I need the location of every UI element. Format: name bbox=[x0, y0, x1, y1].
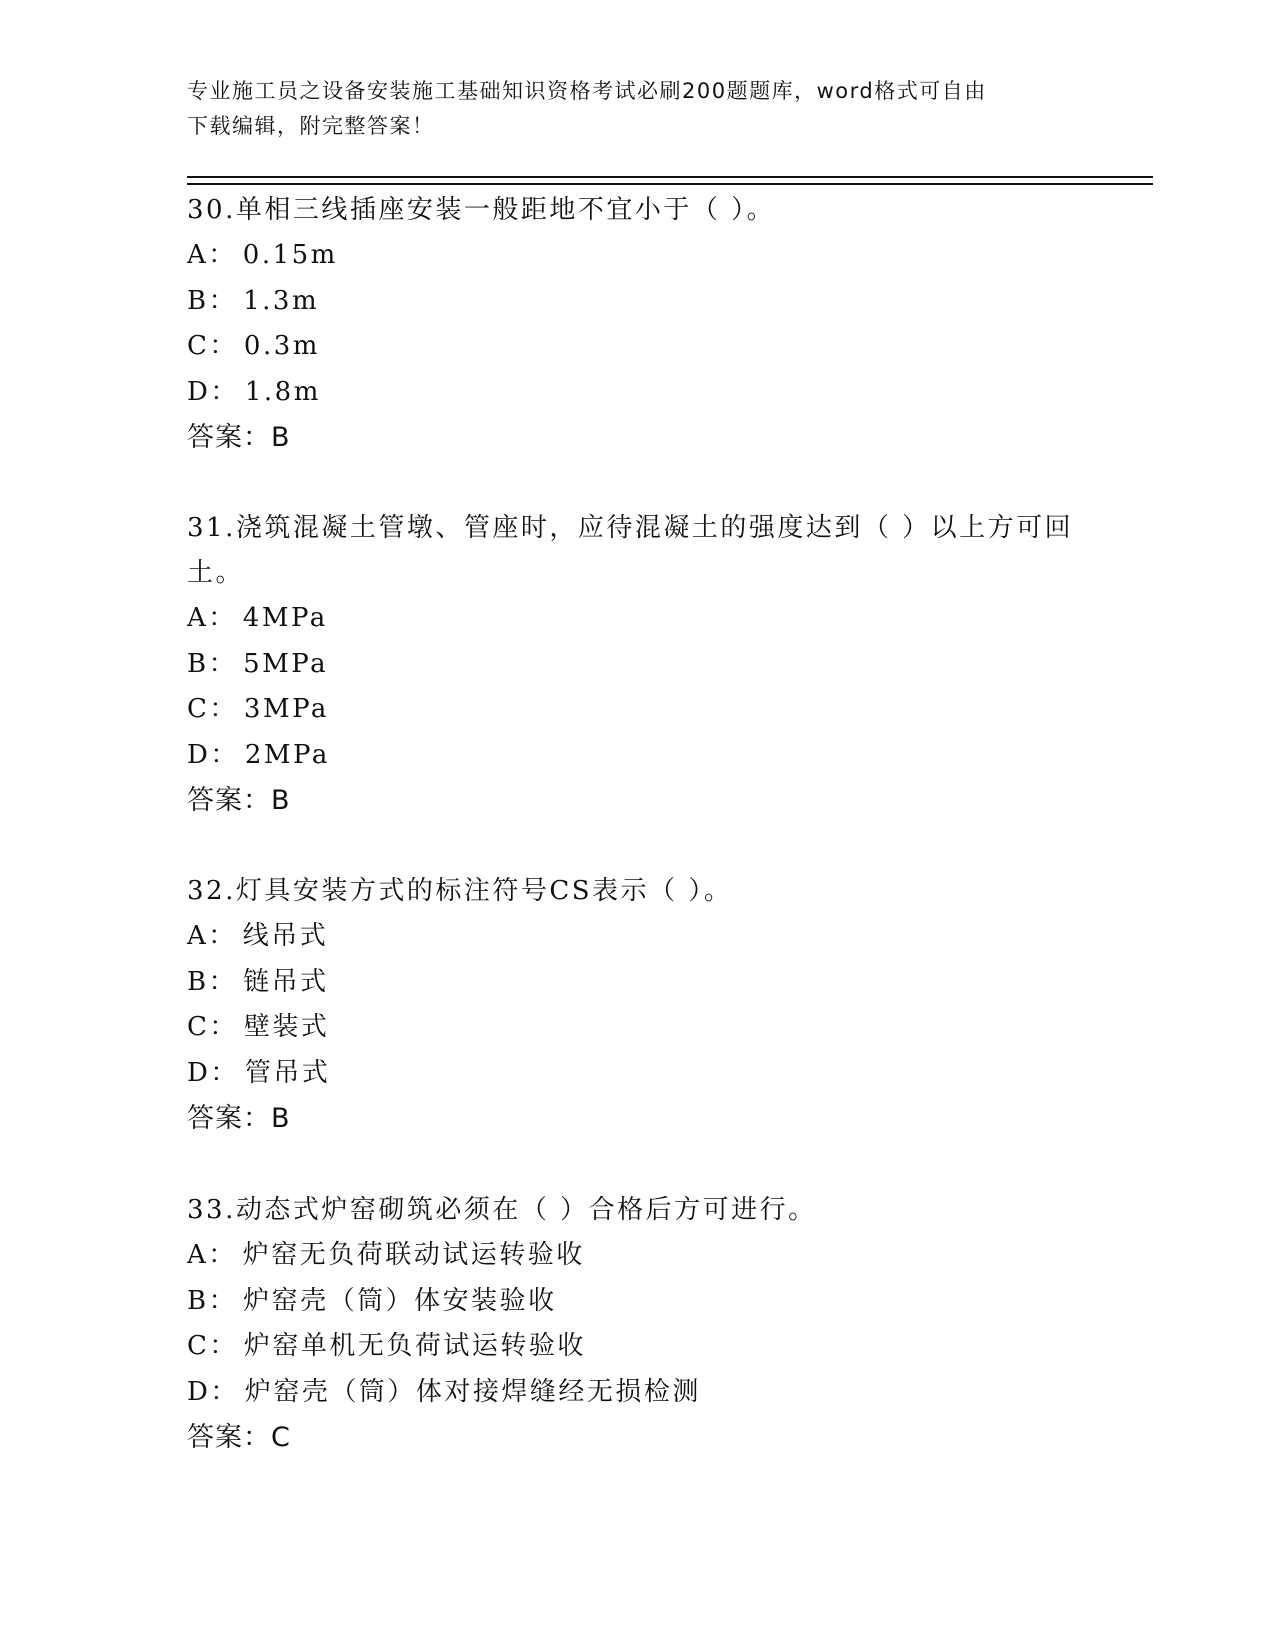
option-text: 1.3m bbox=[243, 285, 320, 316]
option-text: 1.8m bbox=[244, 376, 321, 407]
option-letter: B： bbox=[187, 966, 238, 997]
question-31 bbox=[187, 506, 1087, 824]
option-letter: C： bbox=[187, 1012, 238, 1042]
option-letter: A： bbox=[187, 603, 237, 633]
option-d bbox=[187, 1370, 1087, 1416]
option-letter: C： bbox=[187, 331, 238, 361]
answer-label: 答案：B bbox=[187, 1103, 291, 1134]
question-stem: 30.单相三线插座安装一般距地不宜小于（ ）。 bbox=[187, 195, 776, 225]
option-c bbox=[187, 687, 1087, 733]
option-letter: D： bbox=[187, 1057, 239, 1088]
answer-label: 答案：B bbox=[187, 422, 291, 453]
option-letter: C： bbox=[187, 694, 238, 724]
question-30 bbox=[187, 188, 1087, 461]
option-text: 5MPa bbox=[243, 648, 329, 679]
answer-label: 答案：B bbox=[187, 785, 291, 816]
header-line-2: 下载编辑，附完整答案！ bbox=[187, 114, 435, 138]
question-32 bbox=[187, 869, 1087, 1142]
option-text: 管吊式 bbox=[244, 1057, 331, 1088]
option-letter: B： bbox=[187, 648, 238, 679]
option-text: 0.3m bbox=[243, 331, 320, 361]
header-line-1: 专业施工员之设备安装施工基础知识资格考试必刷200题题库，word格式可自由 bbox=[187, 79, 987, 103]
option-text: 4MPa bbox=[242, 603, 328, 633]
option-text: 0.15m bbox=[242, 240, 338, 270]
option-letter: B： bbox=[187, 285, 238, 316]
option-a bbox=[187, 1233, 1087, 1279]
option-text: 2MPa bbox=[244, 739, 330, 770]
option-letter: A： bbox=[187, 921, 237, 951]
question-stem: 32.灯具安装方式的标注符号CS表示（ ）。 bbox=[187, 876, 733, 906]
option-c bbox=[187, 324, 1087, 370]
option-d bbox=[187, 370, 1087, 416]
header-divider-bottom bbox=[187, 183, 1153, 185]
question-stem: 33.动态式炉窑砌筑必须在（ ）合格后方可进行。 bbox=[187, 1195, 817, 1225]
option-text: 炉窑壳（筒）体安装验收 bbox=[243, 1285, 557, 1316]
document-header bbox=[187, 74, 1087, 144]
option-d bbox=[187, 1051, 1087, 1097]
option-c bbox=[187, 1324, 1087, 1370]
option-text: 炉窑无负荷联动试运转验收 bbox=[242, 1240, 585, 1270]
option-letter: C： bbox=[187, 1331, 238, 1361]
option-letter: A： bbox=[187, 240, 237, 270]
option-b bbox=[187, 642, 1087, 688]
answer-label: 答案：C bbox=[187, 1422, 291, 1453]
option-a bbox=[187, 233, 1087, 279]
option-letter: A： bbox=[187, 1240, 237, 1270]
option-b bbox=[187, 960, 1087, 1006]
option-text: 炉窑壳（筒）体对接焊缝经无损检测 bbox=[244, 1376, 701, 1407]
option-text: 壁装式 bbox=[243, 1012, 330, 1042]
option-c bbox=[187, 1005, 1087, 1051]
option-d bbox=[187, 733, 1087, 779]
option-letter: D： bbox=[187, 1376, 239, 1407]
option-a bbox=[187, 914, 1087, 960]
option-a bbox=[187, 596, 1087, 642]
option-text: 线吊式 bbox=[242, 921, 329, 951]
option-letter: D： bbox=[187, 739, 239, 770]
option-text: 3MPa bbox=[243, 694, 329, 724]
header-divider-top bbox=[187, 176, 1153, 178]
option-b bbox=[187, 1279, 1087, 1325]
option-text: 炉窑单机无负荷试运转验收 bbox=[243, 1331, 586, 1361]
question-33 bbox=[187, 1188, 1087, 1461]
option-b bbox=[187, 279, 1087, 325]
question-stem: 31.浇筑混凝土管墩、管座时，应待混凝土的强度达到（ ）以上方可回土。 bbox=[187, 513, 1074, 588]
option-letter: D： bbox=[187, 376, 239, 407]
option-text: 链吊式 bbox=[243, 966, 329, 997]
option-letter: B： bbox=[187, 1285, 238, 1316]
